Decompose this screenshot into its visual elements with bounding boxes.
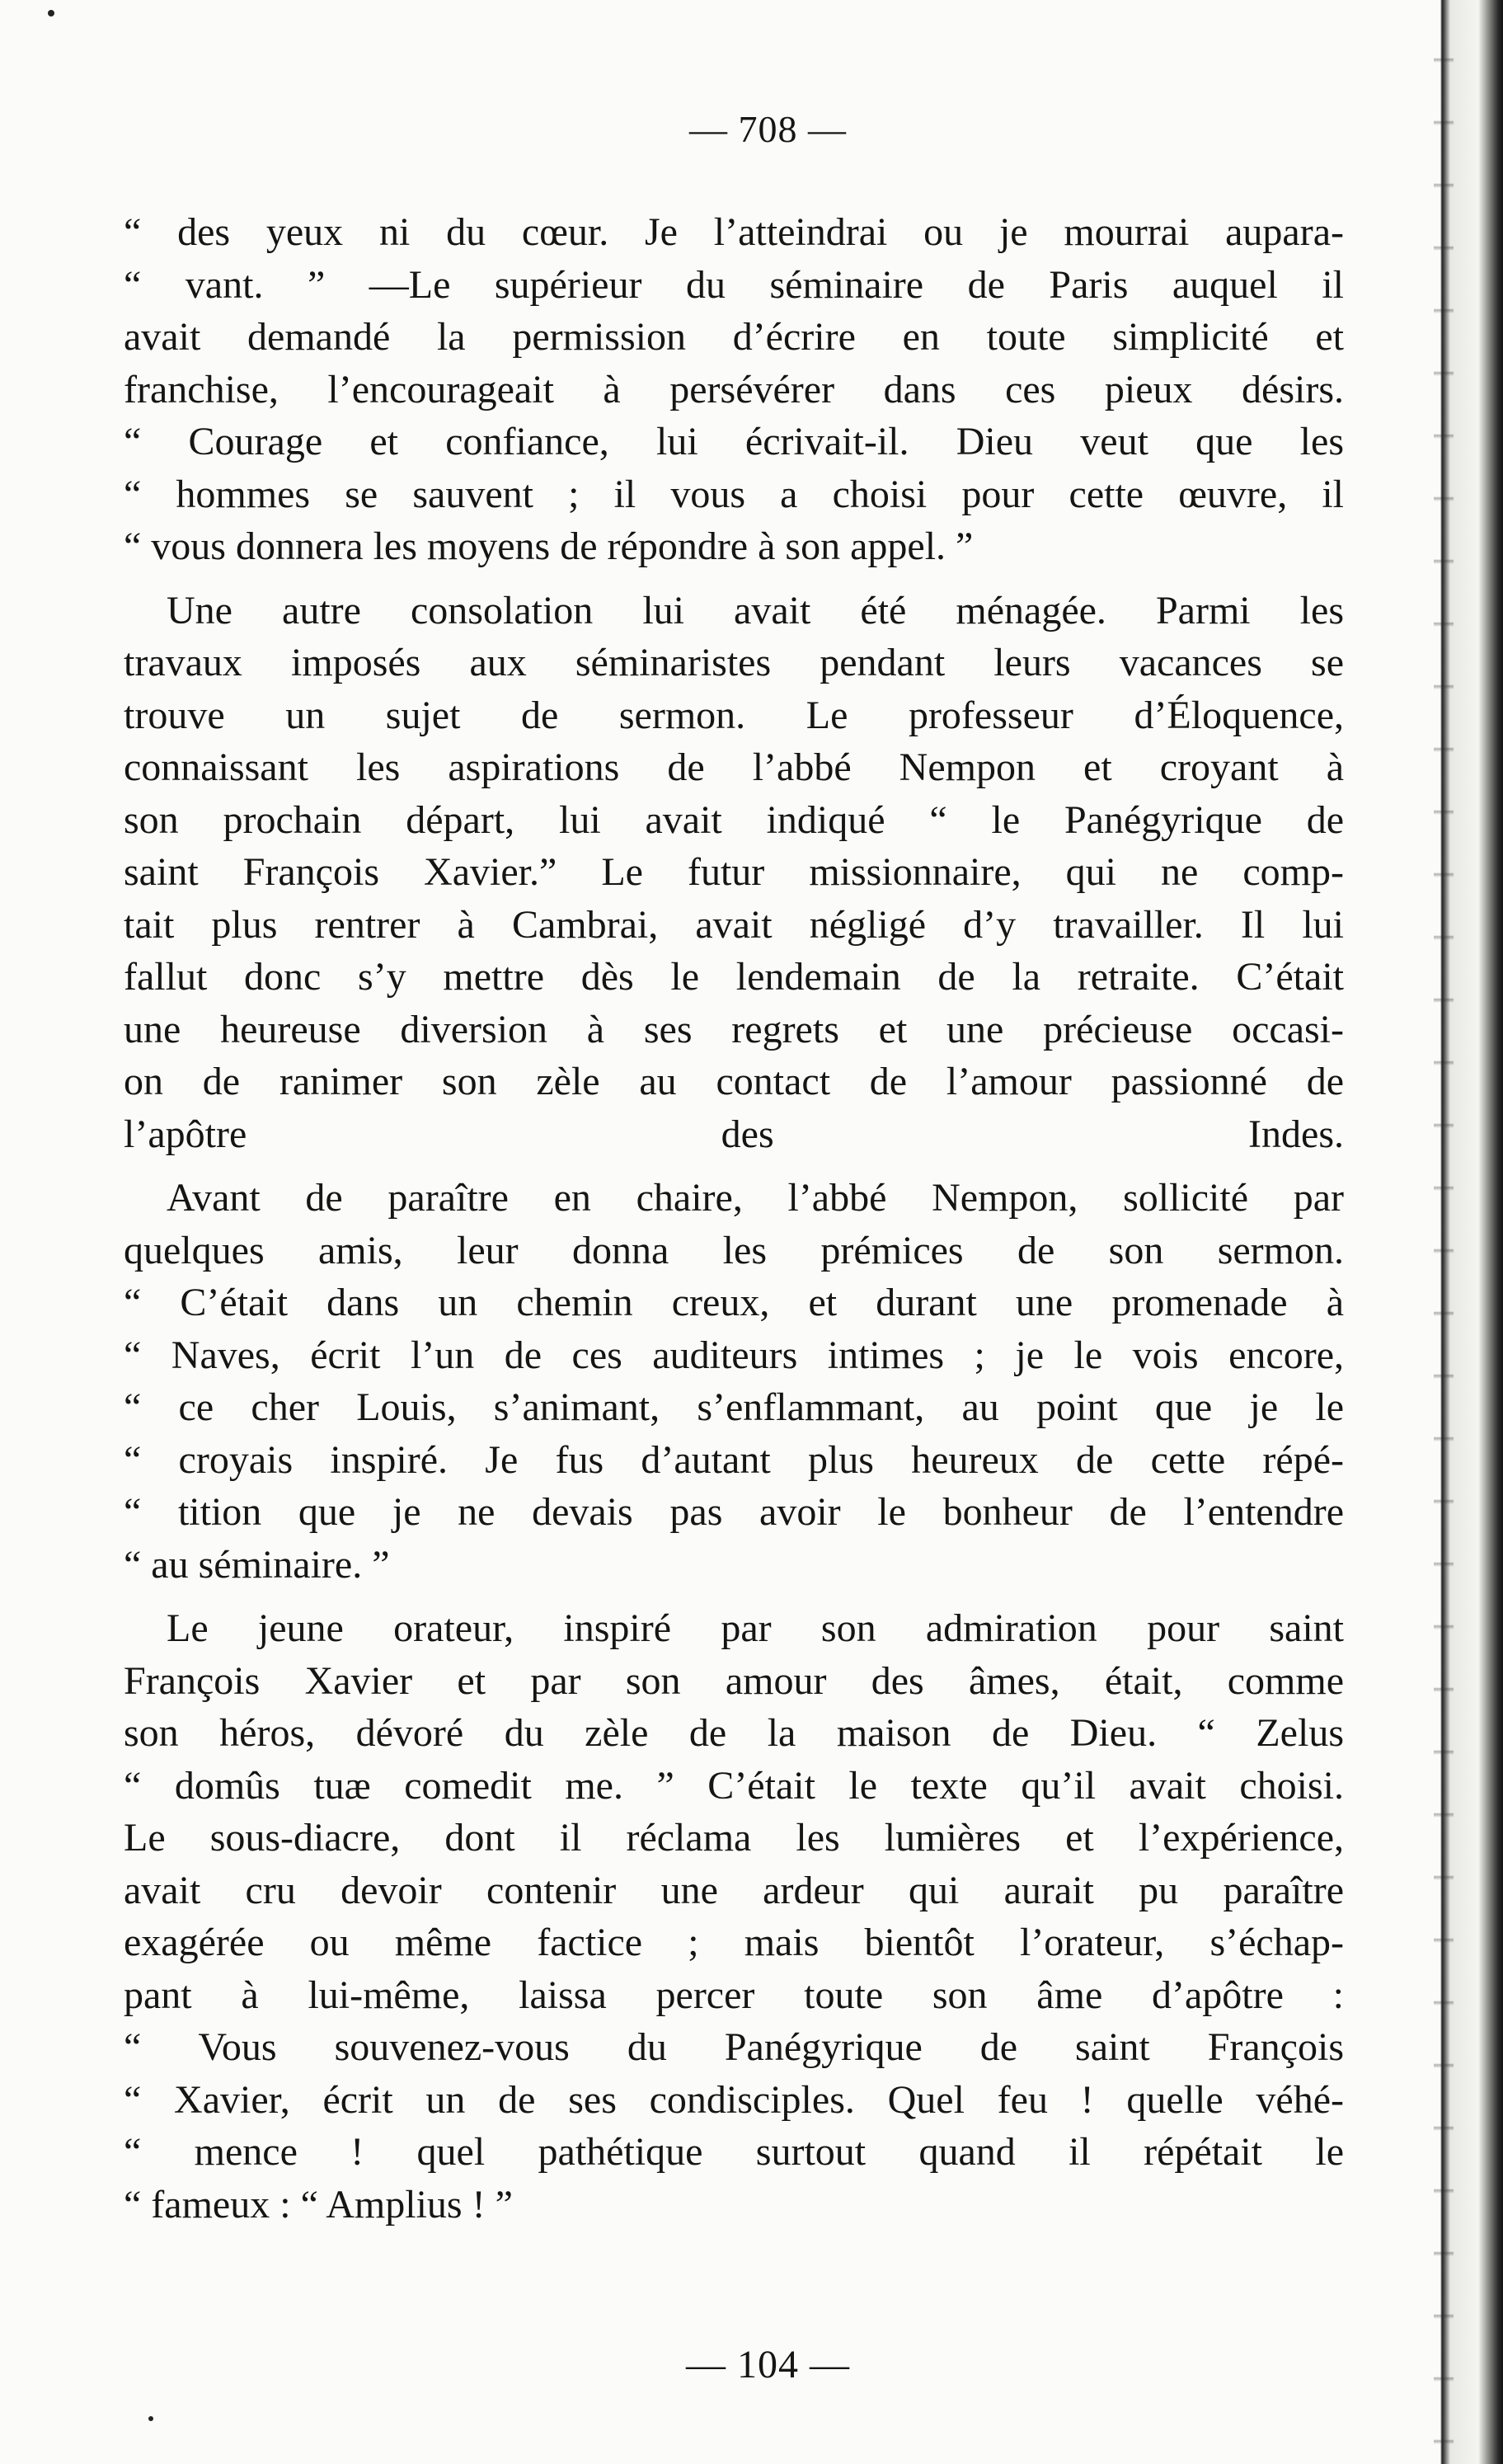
page-number-bottom: — 104 — [686,2343,850,2386]
text-line: Le jeune orateur, inspiré par son admiration pour saint [167,1606,1344,1650]
text-line: son prochain départ, lui avait indiqué “ le Panégyrique de [124,797,1344,842]
scan-speck [148,2416,153,2421]
text-line: Avant de paraître en chaire, l’abbé Nempon, sollicité par [167,1176,1344,1220]
scan-speck [48,10,54,16]
text-line: “ vant. ” —Le supérieur du séminaire de Paris auquel il [124,262,1344,307]
text-line: “ hommes se sauvent ; il vous a choisi pour cette œuvre, il [124,472,1344,516]
text-line: “ vous donnera les moyens de répondre à son appel. ” [124,524,974,568]
text-line: tait plus rentrer à Cambrai, avait négligé d’y travailler. Il lui [124,902,1344,947]
text-line: “ Xavier, écrit un de ses condisciples. Quel feu ! quelle véhé- [124,2077,1344,2122]
text-line: une heureuse diversion à ses regrets et une précieuse occasi- [124,1007,1344,1051]
text-line: quelques amis, leur donna les prémices de son sermon. [124,1228,1344,1272]
text-line: François Xavier et par son amour des âmes, était, comme [124,1658,1344,1703]
paragraph-2 [124,585,1344,1161]
text-line: “ tition que je ne devais pas avoir le bonheur de l’entendre [124,1490,1344,1534]
text-line: “ Vous souvenez-vous du Panégyrique de saint François [124,2025,1344,2069]
text-line: l’apôtre des Indes. [124,1112,1344,1156]
text-line: pant à lui-même, laissa percer toute son âme d’apôtre : [124,1973,1344,2017]
text-line: “ des yeux ni du cœur. Je l’atteindrai ou je mourrai aupara- [124,210,1344,254]
text-line: “ croyais inspiré. Je fus d’autant plus heureux de cette répé- [124,1437,1344,1482]
text-line: “ domûs tuæ comedit me. ” C’était le texte qu’il avait choisi. [124,1763,1344,1808]
paragraph-1 [124,206,1344,573]
text-line: franchise, l’encourageait à persévérer dans ces pieux désirs. [124,367,1344,411]
scan-gutter-marks [1434,0,1454,2464]
body-text [124,206,1344,2231]
text-line: “ au séminaire. ” [124,1542,390,1587]
text-line: “ C’était dans un chemin creux, et durant une promenade à [124,1281,1344,1324]
text-line: fallut donc s’y mettre dès le lendemain de la retraite. C’était [124,955,1344,999]
text-line: trouve un sujet de sermon. Le professeur d’Éloquence, [124,693,1344,737]
text-line: avait cru devoir contenir une ardeur qui aurait pu paraître [124,1868,1344,1912]
text-line: “ ce cher Louis, s’animant, s’enflammant, au point que je le [124,1385,1344,1429]
paragraph-4 [124,1602,1344,2231]
text-line: exagérée ou même factice ; mais bientôt l’orateur, s’échap- [124,1921,1344,1964]
text-line: saint François Xavier.” Le futur missionnaire, qui ne comp- [124,850,1344,894]
text-line: Une autre consolation lui avait été ménagée. Parmi les [167,588,1344,632]
text-line: on de ranimer son zèle au contact de l’amour passionné de [124,1060,1344,1103]
text-line: “ fameux : “ Amplius ! ” [124,2182,513,2227]
page-number-top: — 708 — [689,108,847,150]
text-line: “ Courage et confiance, lui écrivait-il. Dieu veut que les [124,420,1344,463]
paragraph-3 [124,1172,1344,1591]
text-line: Le sous-diacre, dont il réclama les lumières et l’expérience, [124,1816,1344,1860]
text-line: “ mence ! quel pathétique surtout quand il répétait le [124,2130,1344,2174]
text-line: connaissant les aspirations de l’abbé Nempon et croyant à [124,745,1344,789]
text-line: avait demandé la permission d’écrire en toute simplicité et [124,315,1344,359]
text-line: travaux imposés aux séminaristes pendant leurs vacances se [124,641,1344,684]
text-line: son héros, dévoré du zèle de la maison de Dieu. “ Zelus [124,1711,1344,1755]
text-line: “ Naves, écrit l’un de ces auditeurs intimes ; je le vois encore, [124,1333,1344,1377]
